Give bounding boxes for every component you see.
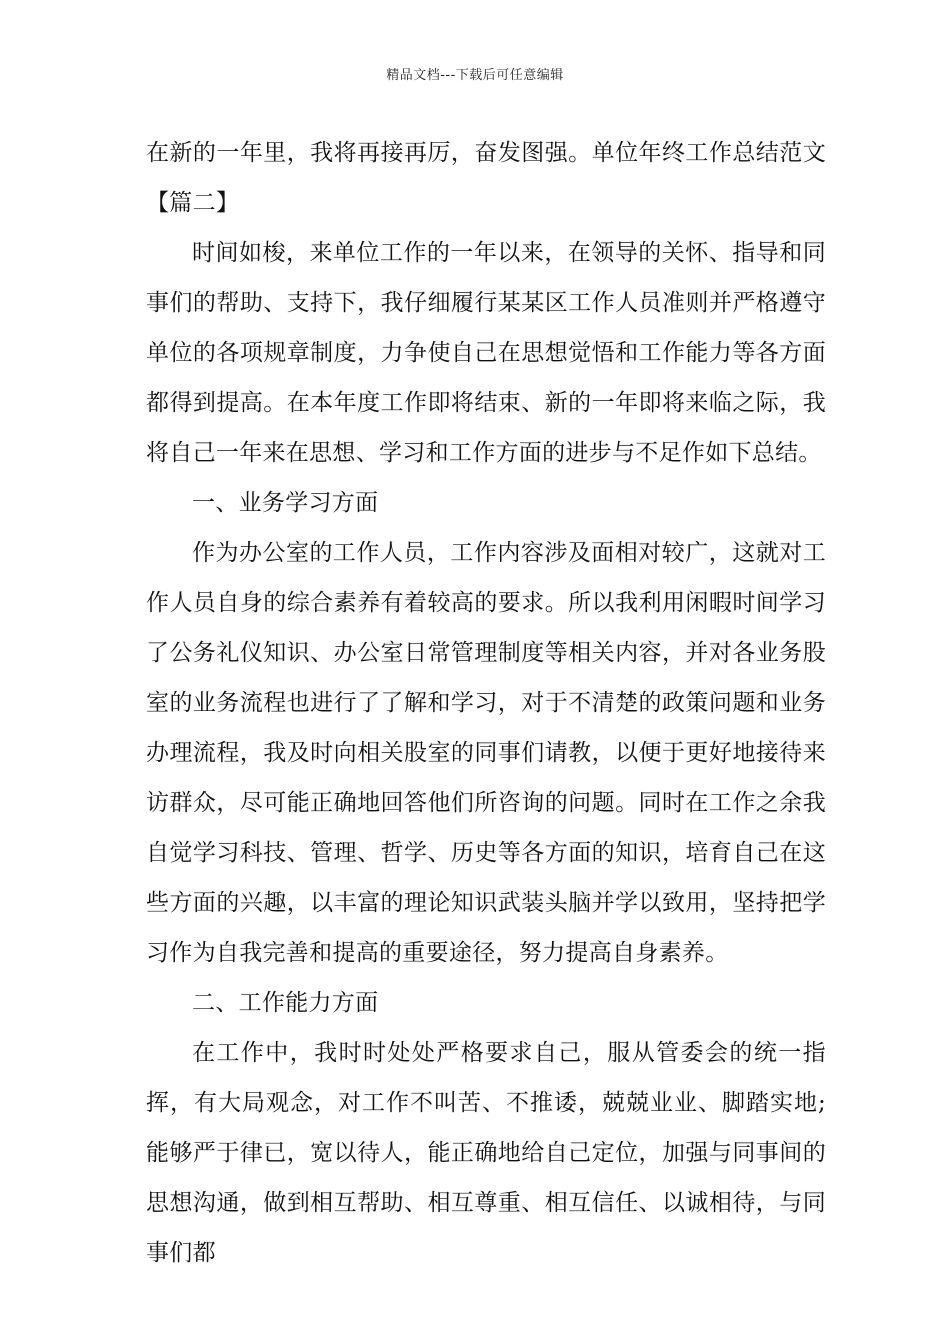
page-header: 精品文档---下载后可任意编辑 (386, 68, 564, 83)
paragraph-overview: 时间如梭，来单位工作的一年以来，在领导的关怀、指导和同事们的帮助、支持下，我仔细履行某某区工作人员准则并严格遵守单位的各项规章制度，力争使自己在思想觉悟和工作能力等各方面都得到提高。在本年度工作即将结束、新的一年即将来临之际，我将自己一年来在思想、学习和工作方面的进步与不足作如下总结。 (146, 240, 826, 466)
paragraph-intro: 在新的一年里，我将再接再厉，奋发图强。单位年终工作总结范文【篇二】 (146, 140, 826, 216)
section-heading-study: 一、业务学习方面 (192, 490, 379, 516)
paragraph-ability: 在工作中，我时时处处严格要求自己，服从管委会的统一指挥，有大局观念，对工作不叫苦、不推诿，兢兢业业、脚踏实地;能够严于律已，宽以待人，能正确地给自己定位，加强与同事间的思想沟通，做到相互帮助、相互尊重、相互信任、以诚相待，与同事们都 (146, 1040, 826, 1266)
document-body (146, 128, 826, 1278)
section-heading-ability: 二、工作能力方面 (192, 990, 379, 1016)
paragraph-study: 作为办公室的工作人员，工作内容涉及面相对较广，这就对工作人员自身的综合素养有着较高的要求。所以我利用闲暇时间学习了公务礼仪知识、办公室日常管理制度等相关内容，并对各业务股室的业务流程也进行了了解和学习，对于不清楚的政策问题和业务办理流程，我及时向相关股室的同事们请教，以便于更好地接待来访群众，尽可能正确地回答他们所咨询的问题。同时在工作之余我自觉学习科技、管理、哲学、历史等各方面的知识，培育自己在这些方面的兴趣，以丰富的理论知识武装头脑并学以致用，坚持把学习作为自我完善和提高的重要途径，努力提高自身素养。 (146, 540, 826, 966)
